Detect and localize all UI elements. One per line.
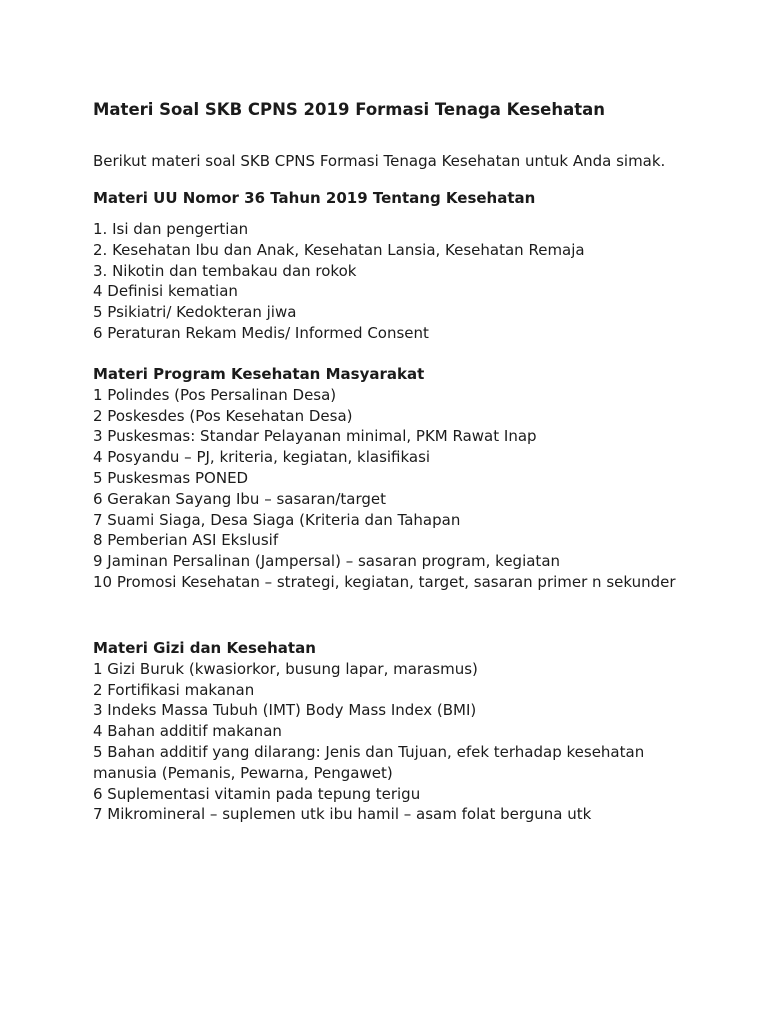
list-item: 6 Peraturan Rekam Medis/ Informed Consent — [93, 323, 429, 342]
list-item: 1 Polindes (Pos Persalinan Desa) — [93, 385, 337, 404]
list-item: 8 Pemberian ASI Ekslusif — [93, 531, 279, 550]
list-item: 4 Posyandu – PJ, kriteria, kegiatan, klasifikasi — [93, 448, 431, 467]
section-heading: Materi Gizi dan Kesehatan — [93, 638, 316, 657]
list-item: 7 Mikromineral – suplemen utk ibu hamil – asam folat berguna utk — [93, 805, 592, 824]
list-item: 7 Suami Siaga, Desa Siaga (Kriteria dan Tahapan — [93, 510, 461, 529]
list-item: 6 Suplementasi vitamin pada tepung terigu — [93, 784, 421, 803]
list-item: 4 Bahan additif makanan — [93, 722, 282, 741]
list-item: 5 Bahan additif yang dilarang: Jenis dan Tujuan, efek terhadap kesehatan manusia (Pemanis, Pewarna, Pengawet) — [93, 742, 645, 782]
list-item: 3 Puskesmas: Standar Pelayanan minimal, PKM Rawat Inap — [93, 427, 537, 446]
section-uu-kesehatan — [93, 188, 733, 344]
list-item: 6 Gerakan Sayang Ibu – sasaran/target — [93, 489, 387, 508]
list-item: 2 Poskesdes (Pos Kesehatan Desa) — [93, 406, 353, 425]
section-list — [93, 659, 733, 825]
list-item: 10 Promosi Kesehatan – strategi, kegiatan, target, sasaran primer n sekunder — [93, 572, 676, 591]
section-heading: Materi UU Nomor 36 Tahun 2019 Tentang Kesehatan — [93, 189, 536, 207]
section-heading: Materi Program Kesehatan Masyarakat — [93, 364, 425, 383]
list-item: 1. Isi dan pengertian — [93, 220, 249, 238]
list-item: 1 Gizi Buruk (kwasiorkor, busung lapar, marasmus) — [93, 659, 478, 678]
list-item: 5 Psikiatri/ Kedokteran jiwa — [93, 303, 297, 322]
section-kesehatan-masyarakat — [93, 364, 733, 593]
list-item: 5 Puskesmas PONED — [93, 468, 249, 487]
list-item: 3. Nikotin dan tembakau dan rokok — [93, 261, 357, 280]
section-gizi-kesehatan — [93, 638, 733, 825]
list-item: 4 Definisi kematian — [93, 282, 238, 301]
section-list — [93, 385, 733, 593]
section-list — [93, 219, 733, 344]
intro-paragraph: Berikut materi soal SKB CPNS Formasi Tenaga Kesehatan untuk Anda simak. — [93, 152, 666, 170]
list-item: 2 Fortifikasi makanan — [93, 680, 255, 699]
document-title: Materi Soal SKB CPNS 2019 Formasi Tenaga Kesehatan — [93, 100, 606, 119]
document-page — [93, 98, 733, 825]
list-item: 2. Kesehatan Ibu dan Anak, Kesehatan Lansia, Kesehatan Remaja — [93, 240, 585, 259]
list-item: 3 Indeks Massa Tubuh (IMT) Body Mass Index (BMI) — [93, 701, 477, 720]
list-item: 9 Jaminan Persalinan (Jampersal) – sasaran program, kegiatan — [93, 552, 561, 571]
